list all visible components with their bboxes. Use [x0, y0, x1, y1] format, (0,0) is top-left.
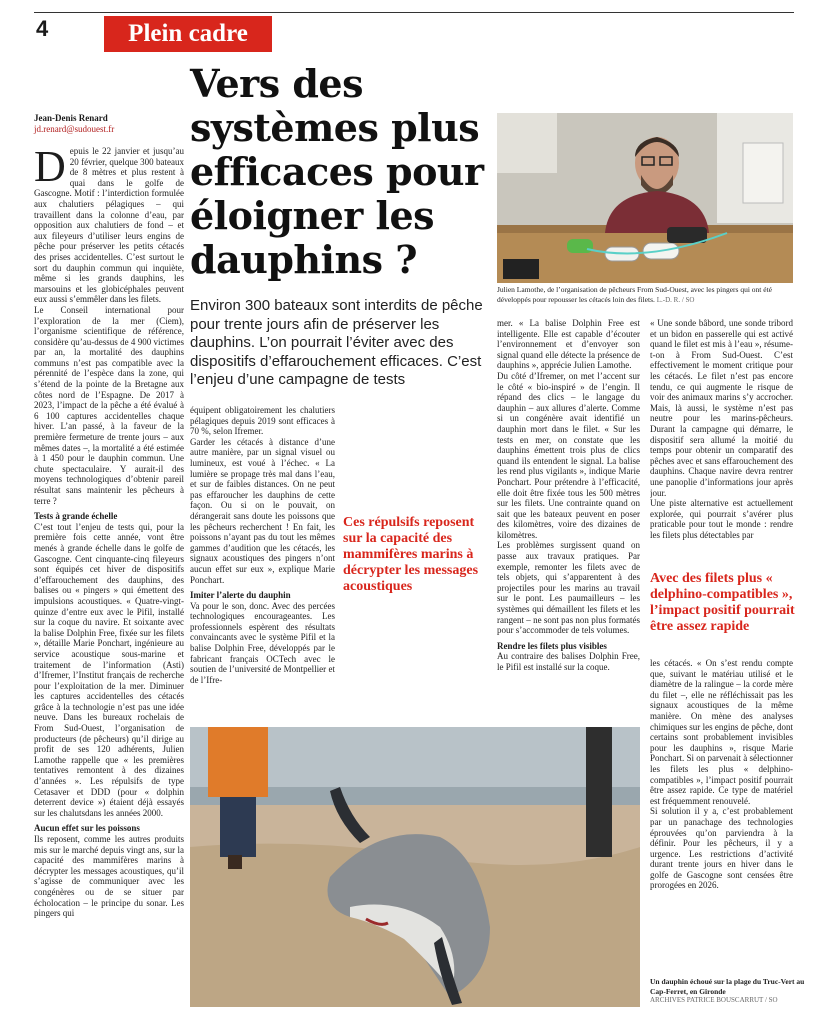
subheading-poissons: Aucun effet sur les poissons — [34, 823, 140, 834]
col1-paragraph-2: Le Conseil international pour l’exploration de la mer (Ciem), l’organisme scientifique de référence, considère qu’au-dessus de 4 900 victimes par an, la mortalité des dauphins communs n’est pas compatible avec la pérennité de l’espèce dans la zone, qui s’étend de la pointe de la Bretagne aux côtes nord de l’Espagne. De 2017 à 2023, l’impact de la pêche a été évalué à 6 100 captures accidentelles chaque hiver. L’an passé, à la faveur de la première fermeture de trente jours – aux mêmes dates –, la mortalité a été estimée à 1 450 pour le dauphin commun. Une chute spectaculaire. Y aurait-il des moyens technologiques d’obtenir pareil résultat sans maintenir les pêcheurs à terre ? — [34, 304, 184, 506]
article-column-4-bottom — [650, 658, 793, 970]
subheading-alerte: Imiter l’alerte du dauphin — [190, 590, 291, 601]
col2-paragraph-3: Va pour le son, donc. Avec des percées technologiques encourageantes. Les professionnels espèrent des résultats convaincants avec le système Pifil et la balise Dolphin Free, développés par le fabricant français OCTech avec le soutien de l’université de Montpellier et de l’Ifre- — [190, 600, 335, 685]
photo-credit: L.-D. R. / SO — [656, 295, 695, 304]
subheading-tests: Tests à grande échelle — [34, 511, 118, 522]
article-column-3 — [497, 318, 640, 718]
photo-stranded-dolphin-caption — [650, 977, 810, 1006]
author-name: Jean-Denis Renard — [34, 113, 108, 123]
photo-julien-lamothe-caption — [497, 285, 793, 305]
pull-quote-2: Avec des filets plus « delphino-compatibles », l’impact positif pourrait être assez rapide — [650, 571, 795, 634]
top-rule — [34, 12, 794, 13]
dropcap: D — [34, 146, 66, 191]
section-rubric: Plein cadre — [104, 16, 272, 52]
caption-text: Un dauphin échoué sur la plage du Truc-Vert au Cap-Ferret, en Gironde — [650, 977, 805, 996]
col3-paragraph-3: Les problèmes surgissent quand on passe aux travaux pratiques. Par exemple, remonter les filets avec de tels objets, qui s’apparentent à des projectiles pour les marins au travail sur le pont. Les paumailleurs – les systèmes qui démaillent les filets et les rangent – ne sont pas non plus formatés pour s’accommoder de tels volumes. — [497, 540, 640, 636]
byline — [34, 113, 184, 135]
article-column-1 — [34, 146, 184, 1008]
article-column-2 — [190, 405, 335, 725]
chapo: Environ 300 bateaux sont interdits de pêche pour trente jours afin de préserver les dauphins. L’on pourrait l’éviter avec des dispositifs d’effarouchement efficaces. C’est l’enjeu d’une campagne de tests — [190, 297, 483, 389]
photo-julien-lamothe — [497, 113, 793, 283]
headline: Vers des systèmes plus efficaces pour éloigner les dauphins ? — [190, 61, 484, 282]
col4-paragraph-4: Si solution il y a, c’est probablement par un panachage des technologies éprouvées qu’on parviendra à la définir. Pour les pêcheurs, il y a urgence. Les restrictions d’activité durant trente jours en hiver dans le golfe de Gascogne sont censées être prorogées en 2026. — [650, 806, 793, 891]
col1-paragraph-1: epuis le 22 janvier et jusqu’au 20 février, quelque 300 bateaux de 8 mètres et plus restent à quai dans le golfe de Gascogne. Motif : l’interdiction formulée aux chalutiers pélagiques – qui travaillent dans la colonne d’eau, par opposition aux chalutiers de fond – et aux fileyeurs d’utiliser leurs engins de pêche pour préserver les petits cétacés des prises accidentelles. C’est surtout le sort du dauphin commun qui inquiète, même si les grands dauphins, les marsouins et les globicéphales peuvent eux aussi s’emmêler dans les filets. — [34, 146, 184, 305]
caption-text: Julien Lamothe, de l’organisation de pêcheurs From Sud-Ouest, avec les pingers qui ont été développés pour repousser les cétacés loin des filets. — [497, 285, 773, 304]
col4-paragraph-1: « Une sonde bâbord, une sonde tribord et un bidon en passerelle qui est activé quand le filet est mis à l’eau », résume-t-on à From Sud-Ouest. C’est effectivement le moment critique pour les cétacés. Le filet n’est pas encore tendu, ce qui augmente le risque de voir des animaux marins s’y accrocher. Mais, là aussi, le système n’est pas neutre pour les marins-pêcheurs. Durant la campagne qui démarre, le dispositif sera allumé la moitié du temps pour obtenir un comparatif des pêches avec et sans effarouchement des dauphins. Chaque navire devra rentrer une panoplie d’informations jour après jour. — [650, 318, 793, 498]
col2-paragraph-2: Garder les cétacés à distance d’une autre manière, par un signal visuel ou lumineux, est voué à l’échec. « La lumière se propage très mal dans l’eau, et sur de faibles distances. On ne peut pas effaroucher les dauphins de cette façon. Ou si on le pouvait, on dérangerait sans doute les poissons que les pêcheurs recherchent ! En fait, les poissons n’ayant pas du tout les mêmes gammes d’audition que les cétacés, les signaux acoustiques des pingers n’ont aucun effet sur eux », explique Marie Ponchart. — [190, 436, 335, 585]
col3-paragraph-4: Au contraire des balises Dolphin Free, le Pifil est installé sur la coque. — [497, 651, 640, 672]
col4-paragraph-3: les cétacés. « On s’est rendu compte que, suivant le matériau utilisé et le diamètre de la ralingue – la corde mère du filet –, elle ne réfléchissait pas les signaux acoustiques de la même manière. On mène des analyses chimiques sur les engins de pêche, dont certains sont probablement invisibles pour les dauphins », risque Marie Ponchart. Si on parvenait à sélectionner les filets les plus « delphino-compatibles », l’impact positif pourrait être assez rapide. Ce type de matériel est fréquemment renouvelé. — [650, 658, 793, 806]
col1-paragraph-4: Ils reposent, comme les autres produits mis sur le marché depuis vingt ans, sur la capacité des mammifères marins à décrypter les messages acoustiques, qu’il s’agisse de communiquer avec les congénères ou de se situer par écholocation – le principe du sonar. Les pingers qui — [34, 834, 184, 919]
photo-stranded-dolphin-illustration — [190, 727, 640, 1007]
author-email[interactable]: jd.renard@sudouest.fr — [34, 124, 115, 134]
pull-quote-1: Ces répulsifs reposent sur la capacité des mammifères marins à décrypter les messages acoustiques — [343, 515, 479, 594]
col1-paragraph-3: C’est tout l’enjeu de tests qui, pour la première fois cette année, vont être menés à grande échelle dans le golfe de Gascogne. Cent cinquante-cinq fileyeurs sont équipés cet hiver de dispositifs d’effarouchement des dauphins, des balises ou « pingers » qui émettent des impulsions acoustiques. « Quatre-vingt-quinze d’entre eux avec le Pifil, installé sur la coque du navire. Et soixante avec la balise Dolphin Free, fixée sur les filets », détaille Marie Ponchart, ingénieure au service acoustique sous-marine et traitement de l’information (Asti) d’Ifremer, l’Institut français de recherche pour l’exploitation de la mer. Diminuer les captures accidentelles des cétacés grâce à la technologie n’est pas une idée neuve. Dans les bureaux rochelais de From Sud-Ouest, l’organisation de producteurs (de pêcheurs) qu’il dirige au profit de ses 120 adhérents, Julien Lamothe rappelle que « les premières tentatives remontent à des dizaines d’années ». Les répulsifs de type Cetasaver et DDD (pour « dolphin deterrent device ») étaient déjà essayés sur les chalutsdans les années 2000. — [34, 521, 184, 818]
photo-credit: ARCHIVES PATRICE BOUSCARRUT / SO — [650, 996, 778, 1004]
subheading-filets: Rendre les filets plus visibles — [497, 640, 607, 651]
photo-julien-lamothe-illustration — [497, 113, 793, 283]
page-number: 4 — [36, 16, 49, 41]
col4-paragraph-2: Une piste alternative est actuellement explorée, qui pourrait s’avérer plus praticable pour tout le monde : rendre les filets plus détectables par — [650, 498, 793, 540]
article-column-4-top — [650, 318, 793, 568]
col3-paragraph-2: Du côté d’Ifremer, on met l’accent sur le côté « bio-inspiré » de l’engin. Il répand des clics – le langage du dauphin – aux allures d’alerte. Comme si un congénère avait identifié un dauphin mort dans le filet. « Sur les tests en mer, on constate que les dauphins émettent trois plus de clics quand ils entendent le signal. La balise les rend plus vigilants », indique Marie Ponchart. Pour prétendre à l’efficacité, elle doit être fixée tous les 500 mètres sur les filets. Une contrainte quand on sait que les bateaux peuvent en poser des kilomètres, voire des dizaines de kilomètres. — [497, 370, 640, 540]
photo-stranded-dolphin — [190, 727, 640, 1007]
col2-paragraph-1: équipent obligatoirement les chalutiers pélagiques depuis 2019 sont efficaces à 70 %, selon Ifremer. — [190, 405, 335, 437]
col3-paragraph-1: mer. « La balise Dolphin Free est intelligente. Elle est capable d’écouter l’environnement et d’envoyer son signal quand elle détecte la présence de dauphins », apprécie Julien Lamothe. — [497, 318, 640, 371]
